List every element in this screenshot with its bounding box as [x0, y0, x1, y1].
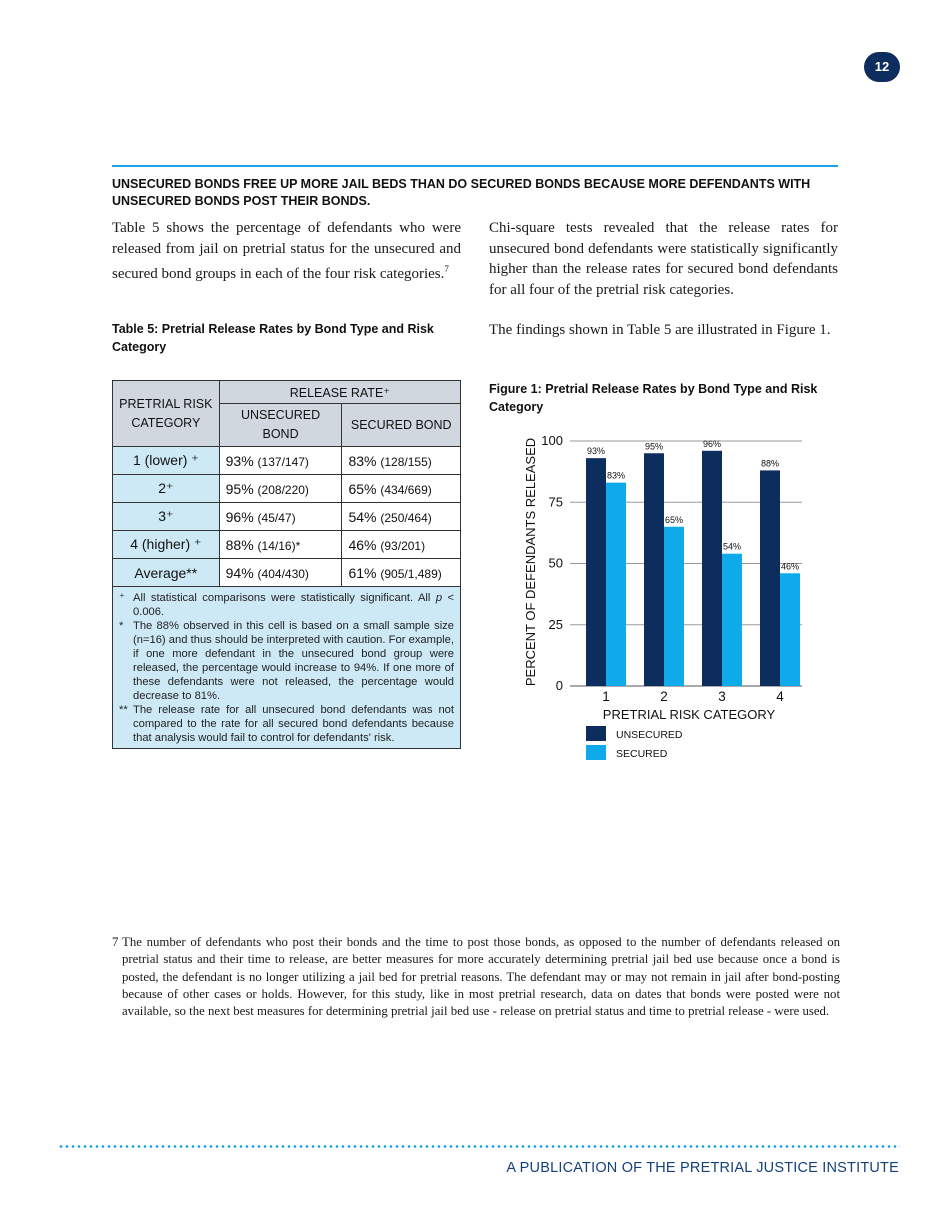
left-paragraph: [112, 218, 461, 285]
y-tick-label: 0: [555, 678, 563, 693]
row-secured-rate: [342, 475, 461, 503]
y-tick-label: 50: [548, 555, 563, 571]
y-axis-title: PERCENT OF DEFENDANTS RELEASED: [523, 437, 538, 687]
y-tick-label: 75: [548, 494, 563, 510]
x-tick-label: 1: [602, 689, 610, 704]
x-tick-label: 2: [660, 689, 668, 704]
row-secured-rate: [342, 503, 461, 531]
x-tick-label: 4: [776, 689, 784, 704]
bar-value-label: 96%: [702, 438, 722, 449]
secured-percent: 65%: [348, 480, 377, 497]
secured-counts: (93/201): [380, 538, 426, 553]
bar-value-label: 83%: [606, 470, 626, 481]
row-secured-rate: [342, 447, 461, 475]
unsecured-counts: (14/16)*: [257, 538, 301, 553]
row-category: 4 (higher) ⁺: [113, 531, 220, 559]
unsecured-counts: (137/147): [257, 454, 309, 469]
note-mark: ⁺: [119, 592, 125, 604]
bar-unsecured-1: [586, 458, 606, 686]
row-category: Average**: [113, 559, 220, 587]
bar-secured-1: [606, 483, 626, 686]
note-p-symbol: p: [435, 592, 443, 604]
note-text: < 0.006.: [133, 592, 454, 618]
unsecured-percent: 94%: [225, 564, 254, 581]
header-unsecured: UNSECURED BOND: [219, 404, 342, 447]
footnote: [112, 934, 840, 1020]
row-unsecured-rate: [219, 475, 342, 503]
bar-value-label: 65%: [664, 514, 684, 525]
left-paragraph-text: Table 5 shows the percentage of defendants who were released from jail on pretrial status for the unsecured and secured bond groups in each of the four risk categories.: [112, 220, 461, 282]
table-row: [113, 531, 461, 559]
unsecured-percent: 96%: [225, 508, 254, 525]
table-caption: Table 5: Pretrial Release Rates by Bond Type and Risk Category: [112, 322, 434, 354]
note-text: The release rate for all unsecured bond defendants was not compared to the rate for all secured bond defendants because that analysis would fail to control for defendants' risk.: [133, 704, 454, 744]
y-tick-label: 25: [548, 616, 563, 632]
header-release-rate: RELEASE RATE⁺: [219, 381, 460, 404]
page-number-badge: 12: [864, 52, 900, 82]
note-mark: **: [119, 704, 128, 716]
secured-counts: (128/155): [380, 454, 432, 469]
row-category: 1 (lower) ⁺: [113, 447, 220, 475]
row-category: 3⁺: [113, 503, 220, 531]
unsecured-percent: 93%: [225, 452, 254, 469]
publication-footer: A PUBLICATION OF THE PRETRIAL JUSTICE INSTITUTE: [506, 1160, 899, 1176]
unsecured-counts: (208/220): [257, 482, 309, 497]
release-rate-chart: [512, 430, 812, 775]
section-rule: [112, 165, 838, 167]
table-row: [113, 475, 461, 503]
footnote-number: 7: [112, 935, 119, 949]
bar-value-label: 88%: [760, 458, 780, 469]
bar-value-label: 46%: [780, 561, 800, 572]
secured-percent: 61%: [348, 564, 377, 581]
row-secured-rate: [342, 559, 461, 587]
dotted-divider: [58, 1145, 900, 1148]
row-category: 2⁺: [113, 475, 220, 503]
legend-label: UNSECURED: [616, 729, 683, 741]
bar-unsecured-3: [702, 451, 722, 686]
section-headline: UNSECURED BONDS FREE UP MORE JAIL BEDS THAN DO SECURED BONDS BECAUSE MORE DEFENDANTS WITH UNSECURED BONDS POST THEIR BONDS.: [112, 177, 811, 208]
bar-value-label: 95%: [644, 441, 664, 452]
figure-caption: Figure 1: Pretrial Release Rates by Bond Type and Risk Category: [489, 382, 818, 414]
legend-label: SECURED: [616, 748, 668, 760]
bar-unsecured-2: [644, 453, 664, 686]
note-mark: *: [119, 620, 124, 632]
bar-unsecured-4: [760, 470, 780, 686]
secured-counts: (434/669): [380, 482, 432, 497]
secured-percent: 83%: [348, 452, 377, 469]
row-secured-rate: [342, 531, 461, 559]
table-row: [113, 559, 461, 587]
footnote-text: The number of defendants who post their bonds and the time to post those bonds, as opposed to the number of defendants released on pretrial status and their time to release, are better measures for more accurately determining pretrial jail bed use because once a bond is posted, the defendant is no longer utilizing a jail bed for pretrial reasons. The defendant may or may not remain in jail after bond-posting because of other cases or holds. However, for this study, like in most pretrial research, data on dates that bonds were posted were not available, so the next best measures for determining pretrial jail bed use - release on pretrial status and time to pretrial release - were used.: [122, 935, 840, 1019]
x-tick-label: 3: [718, 689, 726, 704]
release-rate-table: [112, 380, 461, 749]
table-note: [119, 591, 454, 619]
bar-secured-3: [722, 554, 742, 686]
table-note: [119, 703, 454, 745]
bar-secured-4: [780, 573, 800, 686]
row-unsecured-rate: [219, 559, 342, 587]
bar-secured-2: [664, 527, 684, 686]
y-tick-label: 100: [541, 433, 563, 448]
table-note: [119, 619, 454, 703]
header-category: PRETRIAL RISK CATEGORY: [113, 381, 220, 447]
note-text: The 88% observed in this cell is based on a small sample size (n=16) and thus should be interpreted with caution. For example, if one more defendant in the unsecured bond group were released, the percentage would increase to 94%. If one more of these defendants were not released, the percentage would decrease to 81%.: [133, 620, 454, 702]
unsecured-percent: 88%: [225, 536, 254, 553]
bar-value-label: 54%: [722, 541, 742, 552]
row-unsecured-rate: [219, 503, 342, 531]
table-row: [113, 447, 461, 475]
secured-percent: 46%: [348, 536, 377, 553]
table-notes: [112, 587, 461, 749]
unsecured-counts: (404/430): [257, 566, 309, 581]
legend-swatch-secured: [586, 745, 606, 760]
right-paragraph-1: Chi-square tests revealed that the release rates for unsecured bond defendants were statistically significantly higher than the release rates for secured bond defendants for all four of the pretrial risk categories.: [489, 220, 838, 298]
secured-counts: (905/1,489): [380, 566, 442, 581]
unsecured-percent: 95%: [225, 480, 254, 497]
right-paragraph-2: The findings shown in Table 5 are illustrated in Figure 1.: [489, 322, 831, 338]
row-unsecured-rate: [219, 531, 342, 559]
secured-counts: (250/464): [380, 510, 432, 525]
footnote-ref: 7: [444, 264, 449, 274]
header-secured: SECURED BOND: [342, 404, 461, 447]
secured-percent: 54%: [348, 508, 377, 525]
row-unsecured-rate: [219, 447, 342, 475]
legend-swatch-unsecured: [586, 726, 606, 741]
x-axis-title: PRETRIAL RISK CATEGORY: [602, 707, 776, 722]
unsecured-counts: (45/47): [257, 510, 296, 525]
table-row: [113, 503, 461, 531]
bar-value-label: 93%: [586, 446, 606, 457]
note-text: All statistical comparisons were statistically significant. All: [133, 592, 436, 604]
